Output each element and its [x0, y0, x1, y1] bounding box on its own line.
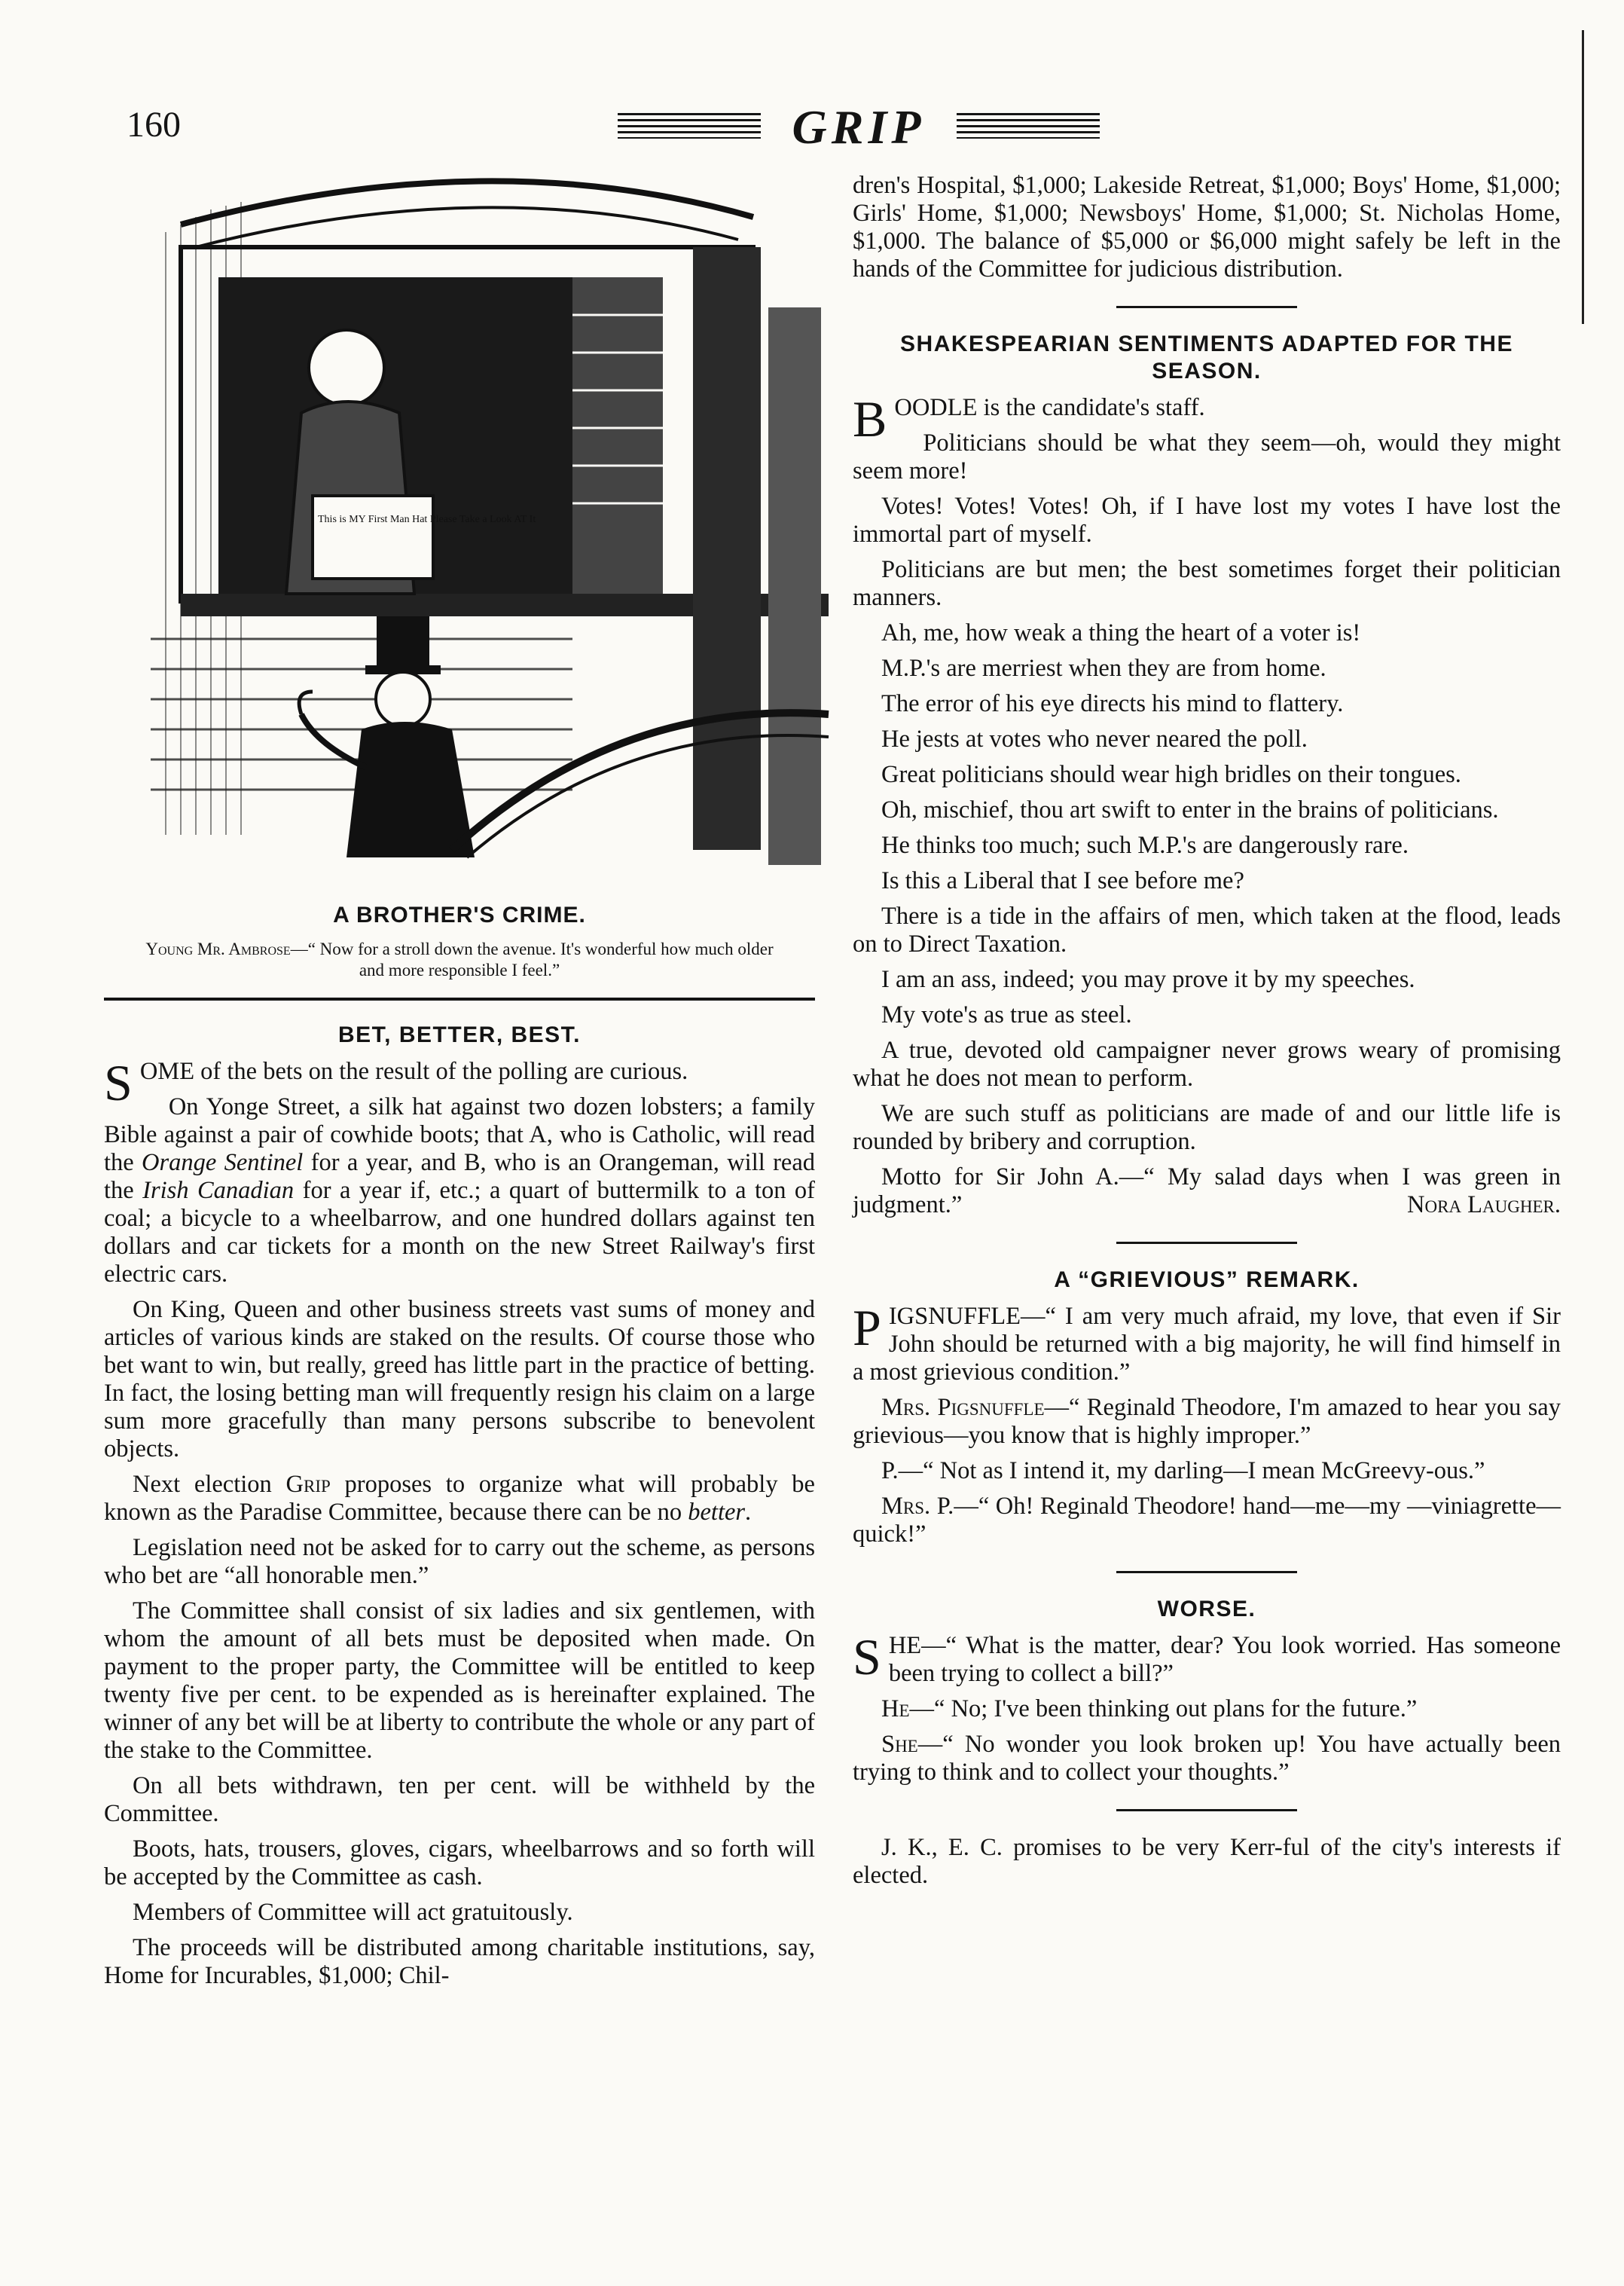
- drop-cap: S: [104, 1054, 133, 1111]
- caption-speaker: Young Mr. Ambrose: [145, 940, 291, 958]
- sentiment-line: He jests at votes who never neared the poll.: [881, 726, 1308, 753]
- paragraph-text: IGSNUFFLE—“ I am very much afraid, my love, that even if Sir John should be returned with a big majority, he will find himself in a most grievious condition.”: [853, 1303, 1561, 1386]
- sentiment-line: The error of his eye directs his mind to flattery.: [881, 690, 1344, 717]
- paragraph: [853, 1493, 1561, 1548]
- drop-cap: S: [853, 1628, 881, 1685]
- section-divider: [1116, 1571, 1297, 1573]
- paragraph-text: Motto for Sir John A.—“ My salad days when I was green in judgment.”: [853, 1163, 1561, 1218]
- paragraph-text: .: [745, 1499, 752, 1526]
- window-sign-text: This is MY First Man Hat Please Take a Look AT It: [318, 514, 536, 525]
- article-title-shakespeare: SHAKESPEARIAN SENTIMENTS ADAPTED FOR THE SEASON.: [900, 332, 1513, 384]
- paragraph: [853, 1163, 1561, 1219]
- paragraph: [853, 1695, 1561, 1723]
- sentiment-line: Great politicians should wear high bridles on their tongues.: [881, 761, 1461, 788]
- sentiment-line: He thinks too much; such M.P.'s are dangerously rare.: [881, 832, 1409, 859]
- article-title-worse: WORSE.: [1157, 1597, 1256, 1621]
- masthead: [618, 96, 1100, 157]
- shakespeare-lines: [853, 429, 1561, 1156]
- sentiment-line: Politicians are but men; the best sometimes forget their politician manners.: [853, 556, 1561, 611]
- section-divider: [1116, 1242, 1297, 1244]
- right-column: [853, 172, 1561, 1897]
- paragraph: [853, 1299, 1561, 1386]
- paragraph: On King, Queen and other business streets vast sums of money and articles of various kinds are staked on the results. Of course those who bet want to win, but really, greed has little part in the practice of betting. In fact, the losing betting man will frequently resign his claim on a large sum more gracefully than many persons subscribe to benevolent objects.: [104, 1296, 815, 1462]
- sentiment-line: Politicians should be what they seem—oh, would they might seem more!: [853, 429, 1561, 484]
- sentiment-line: We are such stuff as politicians are made of and our little life is rounded by bribery and corruption.: [853, 1100, 1561, 1155]
- sentiment-line: Ah, me, how weak a thing the heart of a voter is!: [881, 619, 1361, 646]
- drop-cap: B: [853, 390, 887, 448]
- section-divider: [1116, 1809, 1297, 1811]
- sentiment-line: There is a tide in the affairs of men, which taken at the flood, leads on to Direct Taxation.: [853, 903, 1561, 958]
- sentiment-line: A true, devoted old campaigner never grows weary of promising what he does not mean to perform.: [853, 1037, 1561, 1092]
- paragraph-text: Next election: [133, 1471, 286, 1498]
- article-title-grievious: A “GRIEVIOUS” REMARK.: [1054, 1267, 1360, 1292]
- paragraph-text: for a year, and B, who is an Orangeman, will read the: [104, 1149, 815, 1204]
- paragraph: The Committee shall consist of six ladies and six gentlemen, with whom the amount of all bets must be deposited when made. On payment to the proper party, the Committee will be entitled to keep twenty five per cent. to be expended as is hereinafter explained. The winner of any bet will be at liberty to contribute the whole or any part of the stake to the Committee.: [104, 1597, 815, 1764]
- speaker-name: Mrs. P.: [881, 1493, 954, 1520]
- sentiment-line: My vote's as true as steel.: [881, 1001, 1132, 1028]
- paragraph: [853, 1394, 1561, 1450]
- paragraph-text: —“ No; I've been thinking out plans for the future.”: [909, 1695, 1418, 1722]
- sentiment-line: Is this a Liberal that I see before me?: [881, 867, 1244, 894]
- sentiment-line: Oh, mischief, thou art swift to enter in the brains of politicians.: [881, 796, 1499, 824]
- paragraph-text: —“ No wonder you look broken up! You have actually been trying to think and to collect your thoughts.”: [853, 1731, 1561, 1786]
- paragraph-text: OME of the bets on the result of the polling are curious.: [139, 1058, 688, 1085]
- speaker-name: She: [881, 1731, 918, 1758]
- masthead-title: GRIP: [792, 100, 926, 154]
- author-signature: Nora Laugher.: [1407, 1191, 1561, 1218]
- cartoon-illustration: [134, 172, 845, 865]
- paragraph: J. K., E. C. promises to be very Kerr-ful of the city's interests if elected.: [853, 1834, 1561, 1889]
- paragraph: [104, 1054, 815, 1111]
- paragraph-text: OODLE is the candidate's staff.: [894, 394, 1205, 421]
- emphasis: better: [688, 1499, 746, 1526]
- paragraph: [104, 1471, 815, 1527]
- caption-quote: —“ Now for a stroll down the avenue. It's wonderful how much older and more responsible I feel.”: [290, 940, 774, 979]
- caption-text: [134, 939, 785, 981]
- paragraph-text: —“ Oh! Reginald Theodore! hand—me—my —viniagrette—quick!”: [853, 1493, 1561, 1548]
- paragraph: [104, 1093, 815, 1288]
- paragraph: Legislation need not be asked for to carry out the scheme, as persons who bet are “all honorable men.”: [104, 1534, 815, 1589]
- paragraph: [853, 1731, 1561, 1786]
- speaker-name: Mrs. Pigsnuffle: [881, 1394, 1045, 1421]
- sentiment-line: Votes! Votes! Votes! Oh, if I have lost my votes I have lost the immortal part of myself.: [853, 493, 1561, 548]
- grip-name: Grip: [285, 1471, 331, 1498]
- paragraph: dren's Hospital, $1,000; Lakeside Retreat, $1,000; Boys' Home, $1,000; Girls' Home, $1,000; Newsboys' Home, $1,000; St. Nicholas Home, $1,000. The balance of $5,000 or $6,000 might safely be left in the hands of the Committee for judicious distribution.: [853, 172, 1561, 283]
- paragraph: Members of Committee will act gratuitously.: [133, 1899, 573, 1926]
- paragraph-text: for a year if, etc.; a quart of buttermilk to a ton of coal; a bicycle to a wheelbarrow, and one hundred dollars against ten dollars and car tickets for a month on the new Street Railway's first electric cars.: [104, 1177, 815, 1288]
- sentiment-line: I am an ass, indeed; you may prove it by my speeches.: [881, 966, 1415, 993]
- margin-line: [1582, 30, 1584, 324]
- paragraph-text: —“ Reginald Theodore, I'm amazed to hear you say grievious—you know that is highly improper.”: [853, 1394, 1561, 1449]
- paragraph: [853, 1628, 1561, 1688]
- newspaper-title: Irish Canadian: [142, 1177, 295, 1204]
- paragraph: [853, 390, 1561, 448]
- sentiment-line: M.P.'s are merriest when they are from home.: [881, 655, 1326, 682]
- drop-cap: P: [853, 1299, 881, 1356]
- paragraph: P.—“ Not as I intend it, my darling—I mean McGreevy-ous.”: [881, 1457, 1485, 1484]
- paragraph: The proceeds will be distributed among charitable institutions, say, Home for Incurables, $1,000; Chil-: [104, 1934, 815, 1989]
- speaker-name: He: [881, 1695, 910, 1722]
- paragraph-text: proposes to organize what will probably be known as the Paradise Committee, because there can be no: [104, 1471, 815, 1526]
- section-divider: [104, 998, 815, 1001]
- paragraph: Boots, hats, trousers, gloves, cigars, wheelbarrows and so forth will be accepted by the Committee as cash.: [104, 1835, 815, 1890]
- masthead-rule-right: [957, 113, 1100, 139]
- section-divider: [1116, 306, 1297, 308]
- paragraph-text: HE—“ What is the matter, dear? You look worried. Has someone been trying to collect a bill?”: [888, 1632, 1561, 1687]
- newspaper-title: Orange Sentinel: [142, 1149, 304, 1176]
- article-title-bet: BET, BETTER, BEST.: [337, 1022, 582, 1047]
- caption-title: A BROTHER'S CRIME.: [333, 903, 586, 928]
- page-number: 160: [127, 105, 181, 145]
- paragraph-text: On Yonge Street, a silk hat against two dozen lobsters; a family Bible against a pair of cowhide boots; that A, who is Catholic, will read the: [104, 1093, 815, 1176]
- paragraph: On all bets withdrawn, ten per cent. will be withheld by the Committee.: [104, 1772, 815, 1827]
- left-column: [104, 172, 815, 1997]
